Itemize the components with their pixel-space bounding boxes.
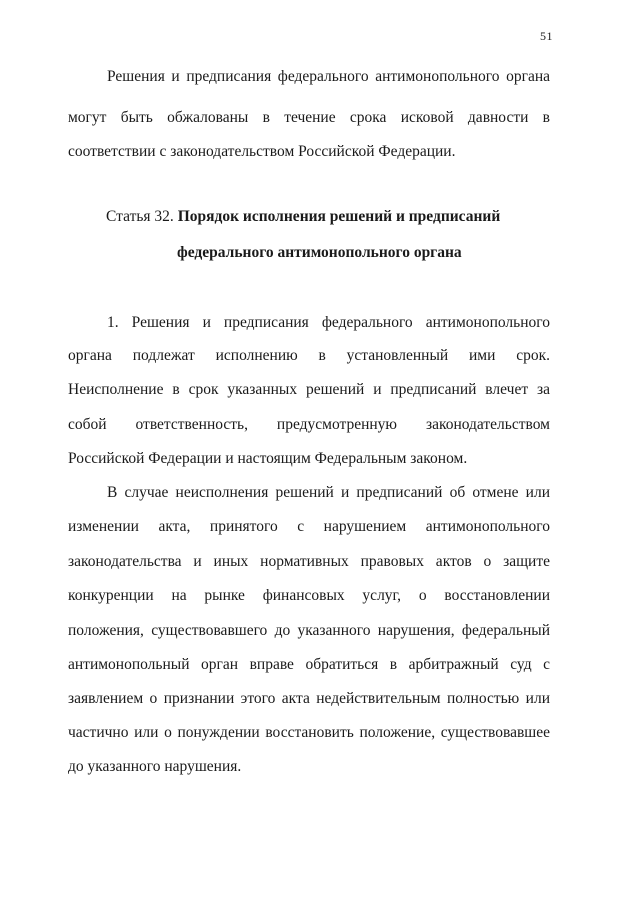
p2-line-4: конкуренции на рынке финансовых услуг, о восстановлении	[68, 587, 550, 604]
p2-line-7: заявлением о признании этого акта недействительным полностью или	[68, 690, 550, 707]
intro-line-3: соответствии с законодательством Российской Федерации.	[68, 143, 456, 160]
p1-line-1: 1. Решения и предписания федерального антимонопольного	[107, 314, 550, 331]
intro-line-1: Решения и предписания федерального антимонопольного органа	[107, 68, 550, 85]
article-label: Статья 32.	[106, 208, 174, 225]
p2-line-8: частично или о понуждении восстановить положение, существовавшее	[68, 724, 550, 741]
p2-line-5: положения, существовавшего до указанного нарушения, федеральный	[68, 622, 550, 639]
p2-line-6: антимонопольный орган вправе обратиться в арбитражный суд с	[68, 656, 550, 673]
p2-line-2: изменении акта, принятого с нарушением антимонопольного	[68, 518, 550, 535]
p1-line-3: Неисполнение в срок указанных решений и предписаний влечет за	[68, 381, 550, 398]
article-title-line-1: Порядок исполнения решений и предписаний	[177, 208, 501, 225]
p1-line-4: собой ответственность, предусмотренную законодательством	[68, 416, 550, 433]
p1-line-5: Российской Федерации и настоящим Федеральным законом.	[68, 450, 468, 467]
p1-line-2: органа подлежат исполнению в установленный ими срок.	[68, 347, 550, 364]
page-number: 51	[540, 29, 553, 43]
intro-line-2: могут быть обжалованы в течение срока исковой давности в	[68, 109, 550, 126]
p2-line-3: законодательства и иных нормативных правовых актов о защите	[68, 553, 550, 570]
article-title-line-2-wrap	[177, 243, 462, 263]
article-title-line-2: федерального антимонопольного органа	[177, 244, 462, 261]
article-heading	[106, 207, 500, 227]
p2-line-1: В случае неисполнения решений и предписаний об отмене или	[107, 484, 550, 501]
p2-line-9: до указанного нарушения.	[68, 758, 242, 775]
